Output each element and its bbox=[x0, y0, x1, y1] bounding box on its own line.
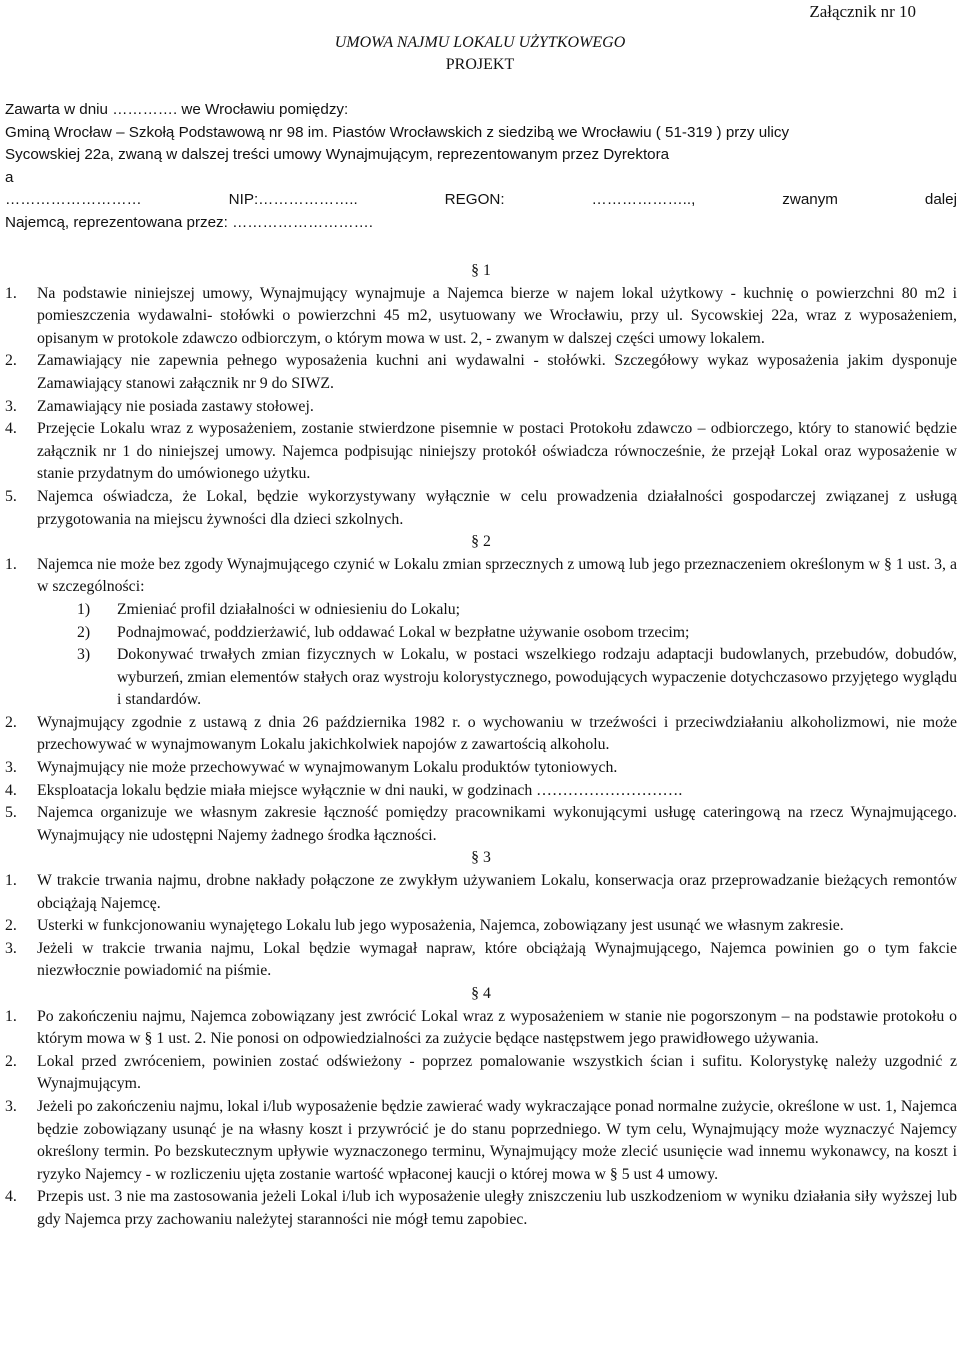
clause-point bbox=[5, 283, 957, 351]
contract-body bbox=[5, 260, 957, 1232]
point-number: 1. bbox=[5, 1007, 17, 1025]
document-subtitle: PROJEKT bbox=[445, 56, 515, 73]
intro-line-5: ……………………… NIP:……………….. REGON: ……………….., zwanym dalej bbox=[5, 191, 957, 209]
sub-point-text: Dokonywać trwałych zmian fizycznych w Lokalu, w postaci wszelkiego rodzaju adaptacji budowlanych, przebudów, dobudów, wyburzeń, zmian elementów stałych oraz wystroju kolorystycznego, powodujących wypaczenie dotychczasowo przyjętego wyglądu i standardów. bbox=[117, 646, 957, 709]
point-number: 2. bbox=[5, 713, 17, 731]
intro-line-6: Najemcą, reprezentowana przez: ………………………. bbox=[5, 213, 373, 231]
clause-point bbox=[5, 712, 957, 757]
section-heading: § 4 bbox=[471, 985, 491, 1002]
clause-point bbox=[5, 870, 957, 915]
point-text: Zamawiający nie posiada zastawy stołowej. bbox=[37, 397, 314, 415]
point-number: 2. bbox=[5, 917, 17, 935]
point-text: Na podstawie niniejszej umowy, Wynajmujący wynajmuje a Najemca bierze w najem lokal użytkowy - kuchnię o powierzchni 80 m2 i pomieszczenia wydawalni- stołówki o powierzchni 45 m2, usytuowany we Wrocławiu, przy ul. Sycowskiej 22a, wraz z wyposażeniem, opisanym w protokole zdawczo odbiorczym, o którym mowa w ust. 2, - zwanym w dalszej części umowy lokalem. bbox=[37, 284, 957, 347]
point-text: Usterki w funkcjonowaniu wynajętego Lokalu lub jego wyposażenia, Najemca, zobowiązany jest usunąć we własnym zakresie. bbox=[37, 917, 844, 935]
clause-point bbox=[5, 1186, 957, 1231]
clause-point bbox=[5, 757, 957, 780]
document-header bbox=[0, 32, 960, 76]
clause-point bbox=[5, 780, 957, 803]
clause-point bbox=[5, 1006, 957, 1051]
section-heading: § 1 bbox=[471, 262, 491, 279]
point-text: Najemca nie może bez zgody Wynajmującego czynić w Lokalu zmian sprzecznych z umową lub jego przeznaczeniem określonym w § 1 ust. 3, a w szczególności: bbox=[37, 555, 957, 596]
section-heading: § 2 bbox=[471, 533, 491, 551]
point-text: Jeżeli po zakończeniu najmu, lokal i/lub wyposażenie będzie zawierać wady wykraczające ponad normalne zużycie, określone w ust. 1, Najemca będzie zobowiązany usunąć je na własny koszt i przywrócić je do stanu poprzedniego. W tym celu, Wynajmujący może wyznaczyć Najemcy określony termin. Po bezskutecznym upływie wyznaczonego terminu, Wynajmujący może zlecić usunięcie wad innemu wykonawcy, na koszt i ryzyko Najemcy - w rozliczeniu ujęta zostanie wartość wpłaconej kaucji o której mowa w § 5 ust 4 umowy. bbox=[37, 1097, 957, 1183]
point-number: 4. bbox=[5, 420, 17, 438]
clause-point bbox=[5, 396, 957, 419]
point-text: Lokal przed zwróceniem, powinien zostać odświeżony - poprzez pomalowanie wszystkich ścian i sufitu. Kolorystykę należy uzgodnić z Wynajmującym. bbox=[37, 1052, 957, 1093]
point-text: Przepis ust. 3 nie ma zastosowania jeżeli Lokal i/lub ich wyposażenie uległy zniszczeniu lub uszkodzeniom w wyniku działania siły wyższej lub gdy Najemca przy zachowaniu należytej staranności nie mógł temu zapobiec. bbox=[37, 1188, 957, 1228]
point-number: 3. bbox=[5, 759, 17, 777]
point-number: 1. bbox=[5, 872, 17, 890]
point-text: Jeżeli w trakcie trwania najmu, Lokal będzie wymagał napraw, które obciążają Wynajmującego, Najemca powinien go o tym fakcie niezwłocznie powiadomić na piśmie. bbox=[37, 939, 957, 980]
point-text: W trakcie trwania najmu, drobne nakłady połączone ze zwykłym używaniem Lokalu, konserwacja oraz przeprowadzanie bieżących remontów obciążają Najemcę. bbox=[37, 872, 957, 912]
sub-point bbox=[77, 599, 957, 622]
point-text: Najemca organizuje we własnym zakresie łączność pomiędzy pracownikami wykonującymi usługę cateringową na rzecz Wynajmującego. Wynajmujący nie udostępni Najemy żadnego środka łączności. bbox=[37, 804, 957, 844]
clause-point bbox=[5, 554, 957, 599]
point-text: Przejęcie Lokalu wraz z wyposażeniem, zostanie stwierdzone pisemnie w postaci Protokołu zdawczo – odbiorczego, który to stanowić będzie załącznik nr 1 do niniejszej umowy. Najemca podpisując niniejszy protokół oświadcza równocześnie, że przejął Lokal oraz wyposażenie w stanie przydatnym do umówionego użytku. bbox=[37, 420, 957, 483]
contract-intro bbox=[5, 99, 957, 235]
intro-line-1: Zawarta w dniu …………. we Wrocławiu pomiędzy: bbox=[5, 101, 349, 118]
intro-line-2: Gminą Wrocław – Szkołą Podstawową nr 98 im. Piastów Wrocławskich z siedzibą we Wrocławiu ( 51-319 ) przy ulicy bbox=[5, 123, 790, 141]
point-number: 1. bbox=[5, 555, 17, 573]
intro-line-4: a bbox=[5, 168, 14, 186]
sub-point-text: Zmieniać profil działalności w odniesieniu do Lokalu; bbox=[117, 600, 461, 618]
point-number: 5. bbox=[5, 804, 17, 822]
clause-point bbox=[5, 802, 957, 847]
document-title: UMOWA NAJMU LOKALU UŻYTKOWEGO bbox=[334, 34, 626, 51]
point-number: 5. bbox=[5, 487, 17, 505]
point-number: 4. bbox=[5, 781, 17, 799]
sub-point-number: 3) bbox=[77, 646, 91, 664]
clause-point bbox=[5, 1051, 957, 1096]
point-text: Wynajmujący zgodnie z ustawą z dnia 26 października 1982 r. o wychowaniu w trzeźwości i przeciwdziałaniu alkoholizmowi, nie może przechowywać w wynajmowanym Lokalu jakichkolwiek napojów z zawartością alkoholu. bbox=[37, 713, 957, 754]
section-heading: § 3 bbox=[471, 849, 491, 867]
point-number: 3. bbox=[5, 939, 17, 957]
sub-point bbox=[77, 622, 957, 645]
sub-point-number: 2) bbox=[77, 623, 91, 641]
point-number: 2. bbox=[5, 352, 17, 370]
attachment-label: Załącznik nr 10 bbox=[809, 2, 916, 21]
sub-point-number: 1) bbox=[77, 600, 91, 618]
clause-point bbox=[5, 1096, 957, 1186]
point-text: Po zakończeniu najmu, Najemca zobowiązany jest zwrócić Lokal wraz z wyposażeniem w stanie nie pogorszonym – na podstawie protokołu o którym mowa w § 1 ust. 2. Nie ponosi on odpowiedzialności za zużycie będące następstwem jego prawidłowego używania. bbox=[37, 1007, 957, 1048]
clause-point bbox=[5, 418, 957, 486]
sub-point-text: Podnajmować, poddzierżawić, lub oddawać Lokal w bezpłatne używanie osobom trzecim; bbox=[117, 623, 690, 641]
point-text: Najemca oświadcza, że Lokal, będzie wykorzystywany wyłącznie w celu prowadzenia działalności gospodarczej związanej z usługą przygotowania na miejscu żywności dla dzieci szkolnych. bbox=[37, 487, 957, 528]
sub-point bbox=[77, 644, 957, 712]
clause-point bbox=[5, 486, 957, 531]
point-text: Wynajmujący nie może przechowywać w wynajmowanym Lokalu produktów tytoniowych. bbox=[37, 759, 618, 777]
clause-point bbox=[5, 350, 957, 395]
intro-line-3: Sycowskiej 22a, zwaną w dalszej treści umowy Wynajmującym, reprezentowanym przez Dyrektora bbox=[5, 146, 670, 164]
point-text: Zamawiający nie zapewnia pełnego wyposażenia kuchni ani wydawalni - stołówki. Szczegółowy wykaz wyposażenia jakim dysponuje Zamawiający stanowi załącznik nr 9 do SIWZ. bbox=[37, 352, 957, 392]
point-number: 3. bbox=[5, 397, 17, 415]
point-number: 2. bbox=[5, 1052, 17, 1070]
point-number: 3. bbox=[5, 1097, 17, 1115]
clause-point bbox=[5, 915, 957, 938]
clause-point bbox=[5, 938, 957, 983]
point-text: Eksploatacja lokalu będzie miała miejsce wyłącznie w dni nauki, w godzinach ………………………. bbox=[37, 781, 683, 799]
point-number: 4. bbox=[5, 1188, 17, 1206]
point-number: 1. bbox=[5, 284, 17, 302]
